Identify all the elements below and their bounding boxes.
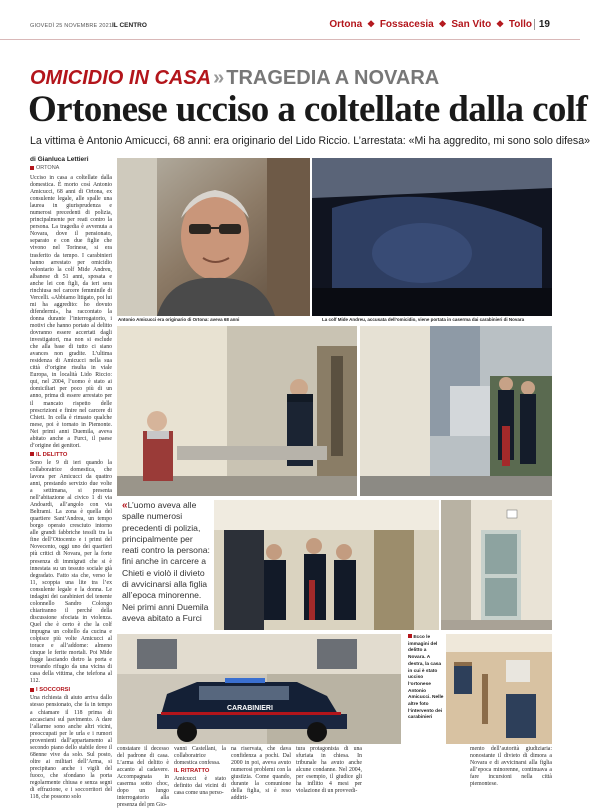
article-column-3 [174,746,226,797]
square-bullet-icon [408,634,412,638]
officers-photo [360,326,552,496]
article-column-1 [30,175,112,801]
article-column-2: constatare il decesso del padrone di casa. L’arma del delitto è accanto al cadavere. Accompagnata in caserma sotto choc, dopo un lungo interrogatorio alla presenza del pm Gio- [117,746,169,809]
police-car-image [117,634,401,744]
place-ortona[interactable]: Ortona [329,19,363,30]
photo-gallery-caption [408,634,444,722]
section-heading-soccorsi: I SOCCORSI [30,687,112,694]
pull-quote [122,500,210,624]
article-kicker [30,66,439,90]
building-exterior-photo [446,634,552,744]
byline: di Gianluca Lettieri [30,156,89,163]
paragraph-intro: Ucciso in casa a coltellate dalla domestica. È morto così Antonio Amicucci, 68 anni di Ortona, ex consulente legale, alle spalle una laurea in giurisprudenza e numerosi precedenti di polizia, principalmente per reati contro la persona. La tragedia è avvenuta a Novara, dove il pensionato, separato e con due figlie che vivono nel Torinese, si era trasferito da tempo. I carabinieri hanno arrestato per omicidio volontario la colf Mide Andreu, albanese di 51 anni, sposata e anche lei con figli, da ieri sera rinchiusa nel carcere femminile di Vercelli. «Abbiamo litigato, poi lui mi ha aggredito: ho dovuto difendermi», ha raccontato la donna durante l’interrogatorio, i motivi che hanno portato al delitto dovranno essere accertati dagli investigatori, ma non si esclude che alla base di tutto ci siano avances non gradite. L’ultima residenza di Amicucci nella sua città d’origine risulta in viale Europa, in località Lido Riccio: qui, nel 2004, l’uomo è stato ai domiciliari per poco più di un anno, prima di essere arrestato per il mancato rispetto delle prescrizioni e finire nel carcere di Chieti. In cella è rimasto qualche mese, poi è tornato in Piemonte. Nei primi anni Duemila, aveva abitato anche a Furci, il paese d’origine dei genitori. [30,175,112,449]
escort-photo [214,500,439,630]
separator-icon: ❖ [366,19,376,29]
place-san-vito[interactable]: San Vito [451,19,492,30]
page-header [0,0,580,40]
section-heading-delitto: IL DELITTO [30,452,112,459]
square-bullet-icon [30,166,34,170]
arrest-photo-caption: La colf Mide Andreu, accusata dell’omicidio, viene portata in caserma dai carabinieri di Novara [322,317,525,322]
police-car-photo [117,634,401,744]
article-column-6: mento dell’autorità giudiziaria: nonostante il divieto di dimora a Novara e di avvicinarsi alla figlia all’epoca minorenne, continuava a fare incursioni nella città piemontese. [470,746,552,788]
escort-image [214,500,439,630]
section-places [329,19,532,30]
newspaper-name: IL CENTRO [112,22,147,29]
section-heading-ritratto: IL RITRATTO [174,768,210,775]
page-number: 19 [534,19,550,30]
building-image [446,634,552,744]
separator-icon: ❖ [496,19,505,29]
victim-photo-caption: Antonio Amicucci era originario di Ortona: aveva 68 anni [118,317,240,322]
dateline [30,165,59,171]
issue-date: GIOVEDÌ 25 NOVEMBRE 2021 [30,23,113,29]
article-headline: Ortonese ucciso a coltellate dalla colf [28,89,588,130]
dateline-text: ORTONA [36,165,60,171]
officers-image [360,326,552,496]
door-image [441,500,552,630]
article-subhead: La vittima è Antonio Amicucci, 68 anni: era originario del Lido Riccio. L’arrestata: «Mi ha aggredito, mi sono solo difesa» [30,135,590,147]
paragraph-ritratto: Amicucci è stato definito dai vicini di casa come una perso- [174,776,226,797]
article-column-4: na riservata, che dava confidenza a pochi. Dal 2000 in poi, aveva avuto numerosi problemi con la giustizia. Come quando, durante la comunione della figlia, si è reso addirit- [231,746,291,802]
kicker-arrows-icon: » [213,67,225,89]
quote-mark-icon: « [122,500,128,511]
pull-quote-text: L’uomo aveva alle spalle numerosi precedenti di polizia, principalmente per reati contro la persona: fini anche in carcere a Chieti e violò il divieto di avvicinarsi alla figlia all’epoca minorenne. Nei primi anni Duemila aveva abitato a Furci [122,500,210,623]
paragraph-delitto: Sono le 9 di ieri quando la collaboratrice domestica, che lavora per Amicucci da quattro anni, prestando servizio due volte a settimana, si presenta nell’abitazione al civico 1 di via Andoardi, all’angolo con via Beltrami. La zona è quella del quartiere Sant’Andrea, un tempo borgo operaio cresciuto intorno alle grandi fabbriche tessili tra la fine dell’Ottocento e i primi del Novecento, oggi uno dei quartieri più critici di Novara, per la forte presenza di immigrati che si è innestata su un tessuto sociale già degradato. Fatto sta che, verso le 11, scoppia una lite tra l’ex consulente legale e la donna. Le indagini dei carabinieri del tenente colonnello Sandro Colongo chiariranno il perché della discussione sfociata in violenza. Quel che è certo è che la colf impugna un coltello da cucina e colpisce più volte Amicucci al torace e all’addome: almeno cinque le ferite mortali. Poi Mide fugge lasciando dietro la porta e trovando rifugio da una vicina di casa della vittima, che telefona al 112. [30,459,112,685]
victim-portrait-image [117,158,310,316]
separator-icon: ❖ [438,19,447,29]
car-window-image [312,158,552,316]
place-tollo[interactable]: Tollo [508,19,532,30]
article-column-5: tura protagonista di una sfuriata in chiesa. In tribunale ha avuto anche alcune condanne. Nel 2004, per esempio, il giudice gli ha inflitto 4 mesi per violazione di un provvedi- [296,746,362,795]
paragraph-soccorsi: Una richiesta di aiuto arriva dallo stesso pensionato, che fa in tempo a chiamare il 118 prima di accasciarsi sul pavimento. A dare l’allarme sono anche altri vicini, preoccupati per le urla e i rumori provenienti dall’appartamento al secondo piano dello stabile dove il 68enne vive da solo. Sul posto, oltre ai militari dell’Arma, si precipitano anche i vigili del fuoco, che sfondano la porta regolarmente chiusa e senza segni di effrazione, e i soccorritori del 118, che possono solo [30,695,112,801]
photo-gallery-caption-text: Ecco le immagini del delitto a Novara. A destra, la casa in cui è stato ucciso l’ortonese Antonio Amicucci. Nelle altre foto l’intervento dei carabinieri [408,635,444,721]
arrest-car-photo [312,158,552,316]
carabinieri-scene-photo [117,326,357,496]
victim-photo [117,158,310,316]
paragraph-confessione: vanni Castellani, la collaboratrice domestica confessa. [174,746,226,767]
car-livery-text: CARABINIERI [227,705,273,712]
building-door-photo [441,500,552,630]
place-fossacesia[interactable]: Fossacesia [379,19,434,30]
street-scene-image [117,326,357,496]
kicker-secondary: TRAGEDIA A NOVARA [226,67,440,89]
kicker-main: OMICIDIO IN CASA [30,67,212,89]
